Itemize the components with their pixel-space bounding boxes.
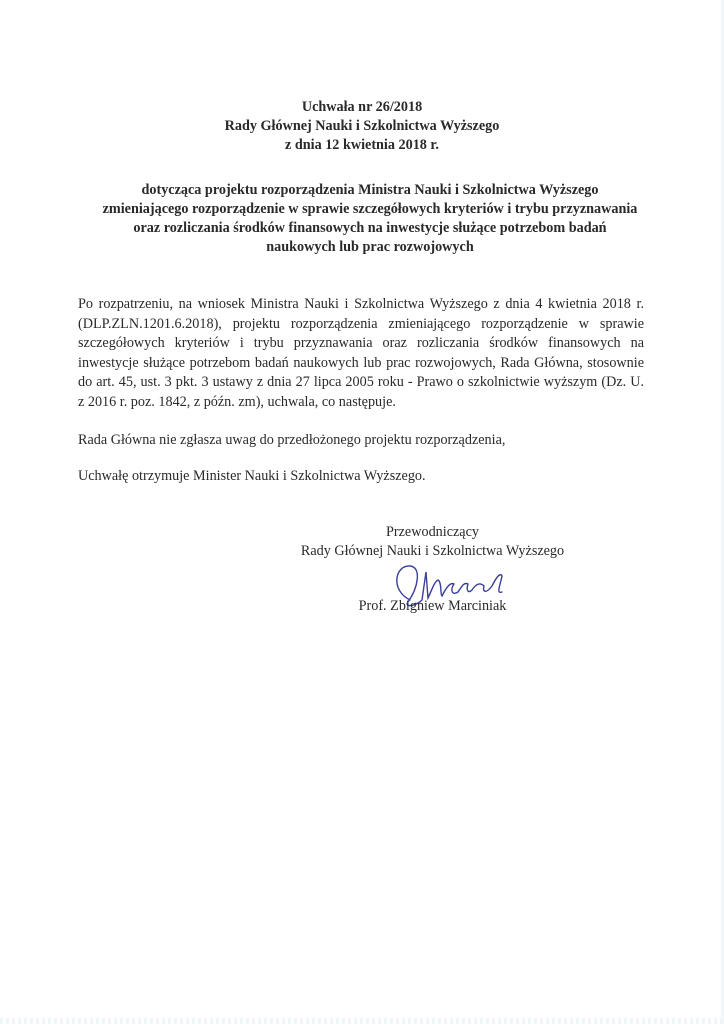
resolution-date: z dnia 12 kwietnia 2018 r. (285, 137, 439, 153)
subject-line: zmieniającego rozporządzenie w sprawie szczegółowych kryteriów i trybu przyznawania (102, 201, 638, 217)
scan-edge-bottom (0, 1018, 724, 1024)
subject-line: dotycząca projektu rozporządzenia Ministra Nauki i Szkolnictwa Wyższego (141, 182, 599, 198)
signatory-name: Prof. Zbigniew Marciniak (358, 598, 507, 614)
resolution-header (0, 98, 724, 155)
subject-line: naukowych lub prac rozwojowych (266, 239, 474, 255)
body-paragraph-1 (78, 295, 644, 413)
resolution-subject (80, 181, 660, 257)
body-paragraph-2: Rada Główna nie zgłasza uwag do przedłożonego projektu rozporządzenia, (78, 432, 506, 448)
signatory-body: Rady Głównej Nauki i Szkolnictwa Wyższego (300, 543, 565, 559)
paragraph-text: Po rozpatrzeniu, na wniosek Ministra Nauki i Szkolnictwa Wyższego z dnia 4 kwietnia 2018 r. (DLP.ZLN.1201.6.2018), projektu rozporządzenia zmieniającego rozporządzenie w sprawie szczegółowych kryteriów i trybu przyznawania oraz rozliczania środków finansowych na inwestycje służące potrzebom badań naukowych lub prac rozwojowych, Rada Główna, stosownie do art. 45, ust. 3 pkt. 3 ustawy z dnia 27 lipca 2005 roku - Prawo o szkolnictwie wyższym (Dz. U. z 2016 r. poz. 1842, z późn. zm), uchwala, co następuje. (78, 296, 644, 410)
subject-line: oraz rozliczania środków finansowych na inwestycje służące potrzebom badań (133, 220, 607, 236)
signatory-title: Przewodniczący (386, 524, 479, 540)
body-paragraph-3: Uchwałę otrzymuje Minister Nauki i Szkolnictwa Wyższego. (78, 468, 426, 484)
issuing-body: Rady Głównej Nauki i Szkolnictwa Wyższego (224, 118, 500, 134)
signature-block (280, 523, 585, 561)
resolution-number: Uchwała nr 26/2018 (301, 99, 423, 115)
